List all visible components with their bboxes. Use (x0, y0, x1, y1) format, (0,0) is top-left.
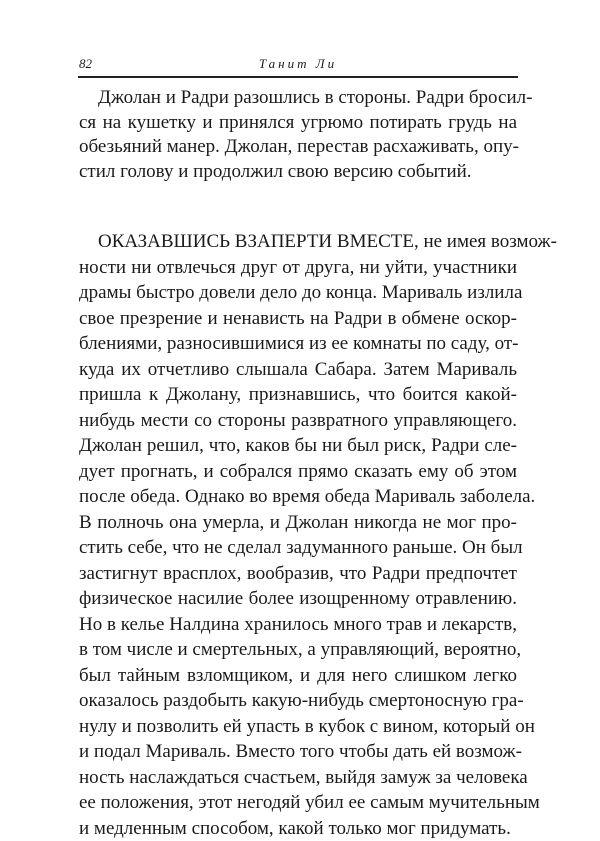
text-line: после обеда. Однако во время обеда Мариваль заболела. (79, 484, 517, 510)
text-line: в том числе и смертельных, а управляющий, вероятно, (79, 637, 517, 663)
text-line: был тайным взломщиком, и для него слишком легко (79, 663, 517, 689)
text-line: и медленным способом, какой только мог придумать. (79, 816, 517, 841)
text-line: ность наслаждаться счастьем, выйдя замуж за человека (79, 765, 517, 791)
header-rule (78, 76, 518, 78)
text-line: Но в келье Налдина хранилось много трав и лекарств, (79, 612, 517, 638)
text-line: Джолан решил, что, каков бы ни был риск, Радри сле- (79, 433, 517, 459)
text-line: нулу и позволить ей упасть в кубок с вином, который он (79, 714, 517, 740)
text-line: обезьяний манер. Джолан, перестав расхаживать, опу- (79, 135, 517, 160)
text-line: стить себе, что не сделал задуманного раньше. Он был (79, 535, 517, 561)
text-line: В полночь она умерла, и Джолан никогда не мог про- (79, 510, 517, 536)
text-line: свое презрение и ненависть на Радри в обмене оскор- (79, 306, 517, 332)
text-line: ее положения, этот негодяй убил ее самым мучительным (79, 790, 517, 816)
text-line: ности ни отвлечься друг от друга, ни уйти, участники (79, 255, 517, 281)
paragraph-1 (79, 86, 517, 184)
page-number: 82 (79, 56, 92, 72)
text-line: ся на кушетку и принялся угрюмо потирать грудь на (79, 111, 517, 136)
running-title: Танит Ли (79, 56, 517, 72)
text-line: куда их отчетливо слышала Сабара. Затем Мариваль (79, 357, 517, 383)
text-line: оказалось раздобыть какую-нибудь смертоносную гра- (79, 688, 517, 714)
text-line: застигнут врасплох, вообразив, что Радри предпочтет (79, 561, 517, 587)
text-line: ОКАЗАВШИСЬ ВЗАПЕРТИ ВМЕСТЕ, не имея возмож- (79, 229, 517, 255)
text-line: Джолан и Радри разошлись в стороны. Радри бросил- (79, 86, 517, 111)
text-line: физическое насилие более изощренному отравлению. (79, 586, 517, 612)
text-line: блениями, разносившимися из ее комнаты по саду, от- (79, 331, 517, 357)
text-line: стил голову и продолжил свою версию событий. (79, 160, 517, 185)
text-line: и подал Мариваль. Вместо того чтобы дать ей возмож- (79, 739, 517, 765)
paragraph-2 (79, 229, 517, 841)
text-line: дует прогнать, и собрался прямо сказать ему об этом (79, 459, 517, 485)
text-line: нибудь мести со стороны развратного управляющего. (79, 408, 517, 434)
text-line: пришла к Джолану, признавшись, что боится какой- (79, 382, 517, 408)
text-line: драмы быстро довели дело до конца. Мариваль излила (79, 280, 517, 306)
running-header (79, 56, 517, 76)
